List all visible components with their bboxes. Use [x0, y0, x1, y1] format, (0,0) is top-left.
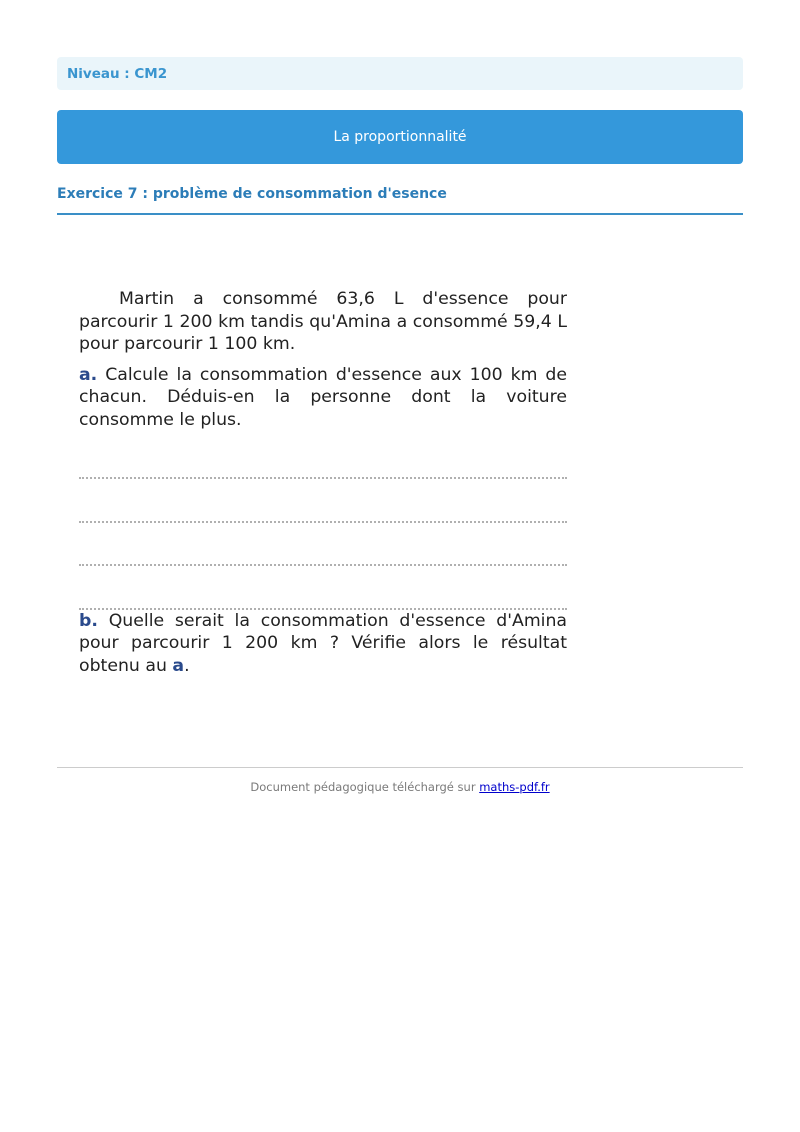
- answer-line: [79, 523, 567, 567]
- answer-line: [79, 566, 567, 610]
- exercise-title: Exercice 7 : problème de consommation d'esence: [57, 186, 743, 215]
- exercise-content: [79, 288, 567, 677]
- footer-text: Document pédagogique téléchargé sur: [250, 780, 476, 794]
- question-b-text: Quelle serait la consommation d'essence d'Amina pour parcourir 1 200 km ? Vérifie alors le résultat obtenu au: [79, 610, 567, 676]
- question-b-ref-letter: a: [172, 655, 185, 676]
- question-b: [79, 610, 567, 678]
- question-b-end: .: [184, 655, 190, 676]
- answer-lines: [79, 451, 567, 610]
- question-a-text: Calcule la consommation d'essence aux 100 km de chacun. Déduis-en la personne dont la voiture consomme le plus.: [79, 364, 567, 430]
- question-a: [79, 364, 567, 432]
- question-a-letter: a.: [79, 364, 98, 385]
- footer-link[interactable]: maths-pdf.fr: [479, 780, 550, 794]
- footer-divider: [57, 767, 743, 768]
- footer: [57, 780, 743, 794]
- level-badge: [57, 57, 743, 90]
- topic-title: La proportionnalité: [333, 129, 467, 145]
- exercise-intro: Martin a consommé 63,6 L d'essence pour parcourir 1 200 km tandis qu'Amina a consommé 59,4 L pour parcourir 1 100 km.: [79, 289, 567, 354]
- question-b-letter: b.: [79, 610, 98, 631]
- topic-banner: [57, 110, 743, 164]
- level-label: Niveau : CM2: [67, 65, 168, 82]
- answer-line: [79, 451, 567, 479]
- answer-line: [79, 479, 567, 523]
